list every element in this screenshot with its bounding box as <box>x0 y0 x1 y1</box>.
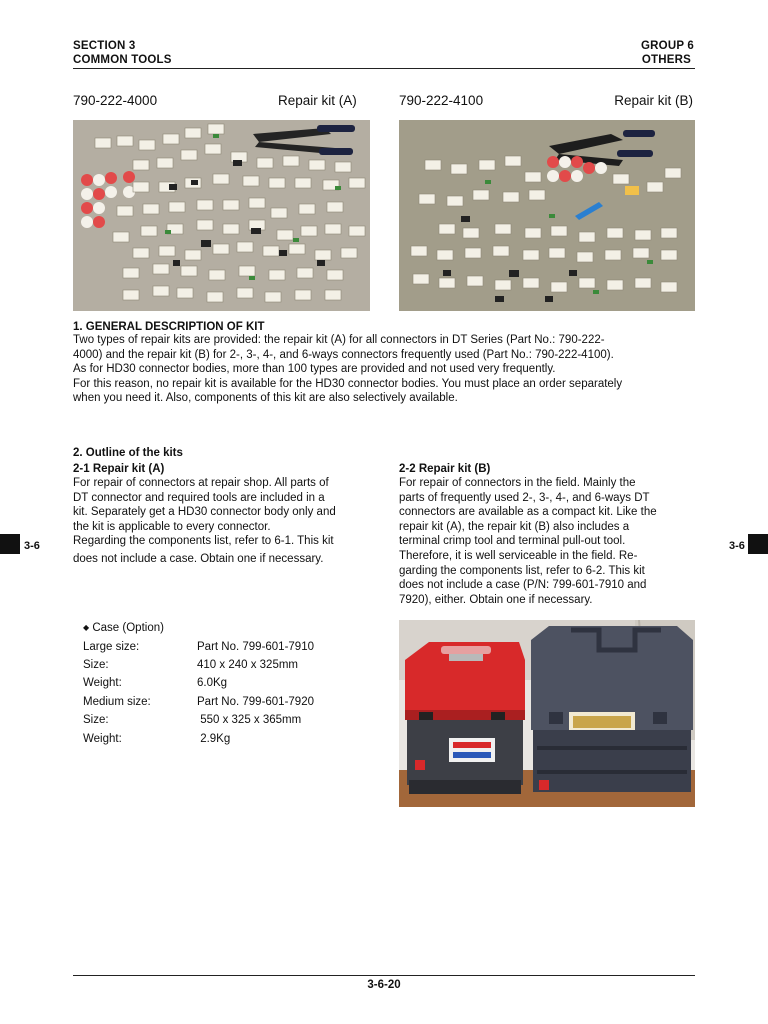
bullet-icon: ◆ <box>83 623 90 633</box>
case-title: Case (Option) <box>92 622 164 635</box>
body-line: repair kit (A), the repair kit (B) also includes a <box>399 520 630 533</box>
repair-kit-b-photo <box>399 120 695 311</box>
body-line: garding the components list, refer to 6-2. This kit <box>399 564 645 577</box>
case-row-label: Weight: <box>83 677 122 690</box>
body-line: DT connector and required tools are included in a <box>73 491 325 504</box>
body-line: kit. Separately get a HD30 connector body only and <box>73 506 336 519</box>
body-line: parts of frequently used 2-, 3-, 4-, and 6-ways DT <box>399 491 650 504</box>
tool-case-photo <box>399 620 695 807</box>
case-row <box>83 637 314 655</box>
left-side-mark: 3-6 <box>24 540 40 552</box>
section-label: SECTION 3 <box>73 40 136 52</box>
case-row-label: Medium size: <box>83 695 151 708</box>
case-row-value: Part No. 799-601-7910 <box>197 640 314 653</box>
case-row-value: 550 x 325 x 365mm <box>197 714 302 727</box>
kit-b-body <box>399 476 709 607</box>
case-row <box>83 711 314 729</box>
group-label: GROUP 6 <box>641 40 694 52</box>
case-row-label: Size: <box>83 658 109 671</box>
body-line: Therefore, it is well serviceable in the field. Re- <box>399 549 638 562</box>
kit-a-name: Repair kit (A) <box>278 93 357 108</box>
case-row <box>83 693 314 711</box>
left-page-tab <box>0 534 20 554</box>
kit-a-heading: 2-1 Repair kit (A) <box>73 463 165 475</box>
section-1-heading: 1. GENERAL DESCRIPTION OF KIT <box>73 321 265 333</box>
repair-kit-a-photo <box>73 120 370 311</box>
body-line: Two types of repair kits are provided: the repair kit (A) for all connectors in DT Series (Part No.: 790-222- <box>73 334 605 346</box>
body-line: connectors are available as a compact kit. Like the <box>399 506 657 519</box>
kit-b-part-number: 790-222-4100 <box>399 93 484 108</box>
case-row-value: 2.9Kg <box>197 732 231 745</box>
body-line: For repair of connectors at repair shop. All parts of <box>73 477 329 489</box>
body-line: For repair of connectors in the field. Mainly the <box>399 477 636 489</box>
case-row-value: Part No. 799-601-7920 <box>197 695 314 708</box>
case-row <box>83 729 314 747</box>
body-line: Regarding the components list, refer to 6-1. This kit <box>73 535 334 548</box>
group-title: OTHERS <box>641 54 691 66</box>
case-row <box>83 656 314 674</box>
kit-a-part-number: 790-222-4000 <box>73 93 158 108</box>
case-row-value: 6.0Kg <box>197 677 228 690</box>
section-title: COMMON TOOLS <box>73 54 172 66</box>
body-line: does not include a case (P/N: 799-601-7910 and <box>399 579 647 592</box>
kit-b-heading: 2-2 Repair kit (B) <box>399 463 491 475</box>
section-2-heading: 2. Outline of the kits <box>73 447 183 459</box>
body-line: terminal crimp tool and terminal pull-out tool. <box>399 535 626 548</box>
body-line: For this reason, no repair kit is available for the HD30 connector bodies. You must place an order separately <box>73 377 623 390</box>
body-line: 7920), either. Obtain one if necessary. <box>399 593 593 606</box>
body-line: 4000) and the repair kit (B) for 2-, 3-, 4-, and 6-ways connectors frequently used (Part No.: 790-222-4100). <box>73 348 614 361</box>
right-page-tab <box>748 534 768 554</box>
case-title-row <box>83 619 314 637</box>
kit-b-name: Repair kit (B) <box>614 93 693 108</box>
case-row-value: 410 x 240 x 325mm <box>197 658 299 671</box>
body-line: As for HD30 connector bodies, more than 100 types are provided and not used very frequently. <box>73 363 556 376</box>
section-1-body <box>73 333 713 406</box>
header-rule <box>73 68 695 69</box>
case-row <box>83 674 314 692</box>
case-row-label: Weight: <box>83 732 122 745</box>
kit-a-body <box>73 476 383 567</box>
case-row-label: Size: <box>83 714 109 727</box>
body-line: the kit is applicable to every connector. <box>73 520 271 533</box>
body-line: when you need it. Also, components of this kit are also selectively available. <box>73 392 458 405</box>
case-option-table <box>83 619 314 748</box>
footer-rule <box>73 975 695 976</box>
page-number: 3-6-20 <box>367 979 401 991</box>
right-side-mark: 3-6 <box>729 540 745 552</box>
case-row-label: Large size: <box>83 640 140 653</box>
body-line: does not include a case. Obtain one if necessary. <box>73 552 324 565</box>
